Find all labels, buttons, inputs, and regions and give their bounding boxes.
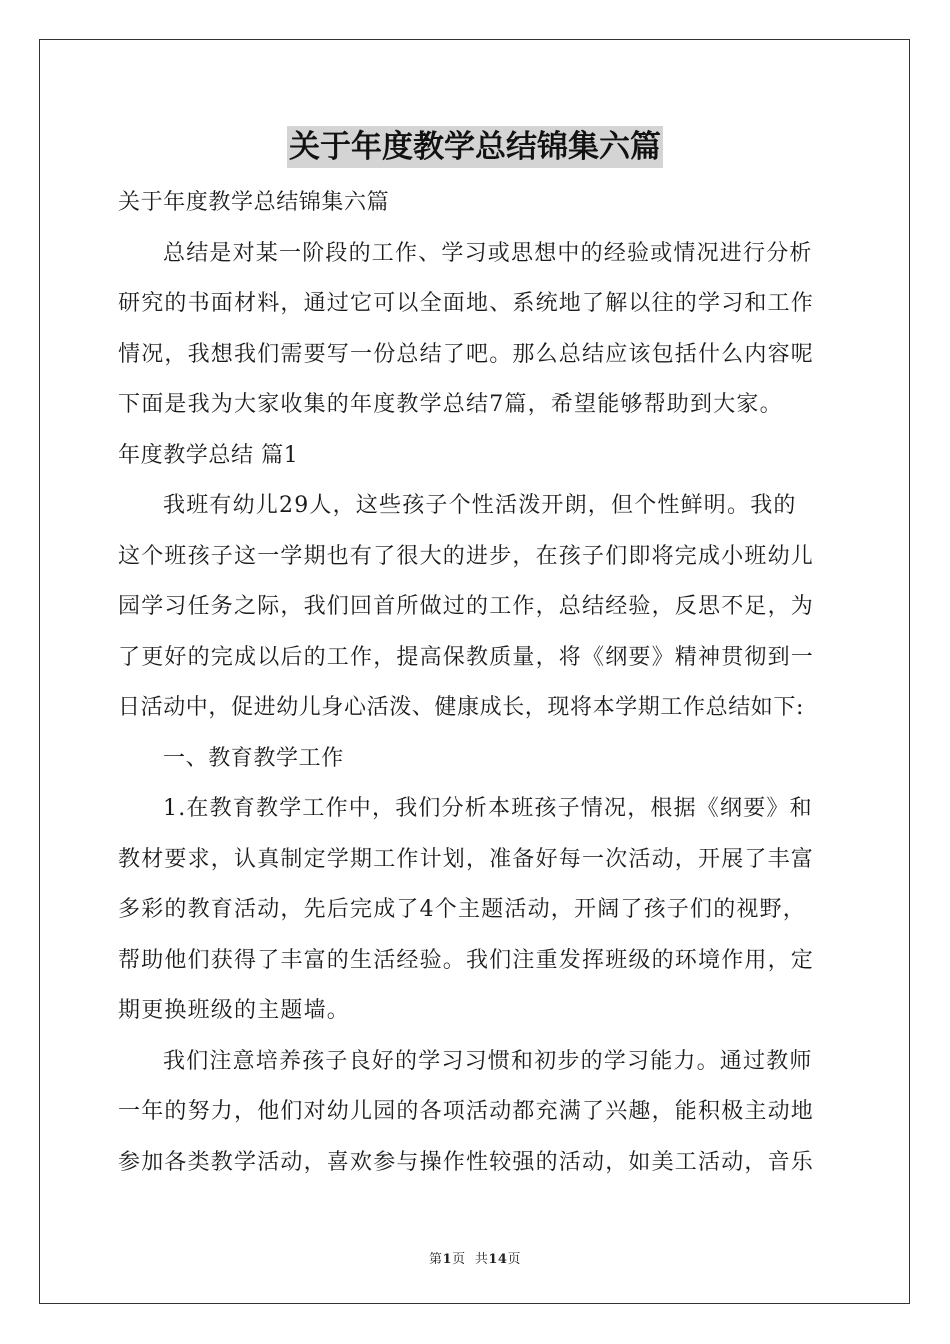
document-title: 关于年度教学总结锦集六篇 — [287, 126, 663, 168]
paragraph-line: 教材要求，认真制定学期工作计划，准备好每一次活动，开展了丰富 — [118, 846, 815, 872]
paragraph-line: 情况，我想我们需要写一份总结了吧。那么总结应该包括什么内容呢 — [118, 341, 815, 367]
footer-middle: 页 共 — [452, 1252, 489, 1267]
subtitle-line: 关于年度教学总结锦集六篇 — [118, 190, 390, 215]
document-body — [118, 178, 838, 1188]
paragraph-line: 日活动中，促进幼儿身心活泼、健康成长，现将本学期工作总结如下: — [118, 695, 805, 720]
paragraph-line: 多彩的教育活动，先后完成了4个主题活动，开阔了孩子们的视野， — [118, 897, 806, 922]
paragraph-line: 研究的书面材料，通过它可以全面地、系统地了解以往的学习和工作 — [118, 291, 815, 316]
paragraph-line: 这个班孩子这一学期也有了很大的进步，在孩子们即将完成小班幼儿 — [118, 543, 815, 569]
current-page-number: 1 — [442, 1252, 453, 1267]
title-container — [0, 126, 950, 168]
footer-prefix: 第 — [429, 1252, 443, 1267]
paragraph-line: 下面是我为大家收集的年度教学总结7篇，希望能够帮助到大家。 — [118, 392, 783, 417]
paragraph-line: 帮助他们获得了丰富的生活经验。我们注重发挥班级的环境作用，定 — [118, 947, 815, 973]
paragraph-line: 参加各类教学活动，喜欢参与操作性较强的活动，如美工活动，音乐 — [118, 1149, 815, 1175]
page-footer — [0, 1248, 950, 1267]
paragraph-line: 园学习任务之际，我们回首所做过的工作，总结经验，反思不足，为 — [118, 594, 815, 619]
paragraph-line: 一年的努力，他们对幼儿园的各项活动都充满了兴趣，能积极主动地 — [118, 1099, 815, 1124]
paragraph-line: 期更换班级的主题墙。 — [118, 998, 351, 1023]
paragraph-line: 了更好的完成以后的工作，提高保教质量，将《纲要》精神贯彻到一 — [118, 644, 815, 670]
paragraph-line: 我们注意培养孩子良好的学习习惯和初步的学习能力。通过教师 — [163, 1048, 813, 1074]
paragraph-line: 总结是对某一阶段的工作、学习或思想中的经验或情况进行分析 — [163, 240, 813, 266]
paragraph-line: 1.在教育教学工作中，我们分析本班孩子情况，根据《纲要》和 — [163, 796, 813, 821]
footer-suffix: 页 — [507, 1252, 521, 1267]
total-page-number: 14 — [488, 1252, 508, 1267]
subsection-heading: 一、教育教学工作 — [163, 745, 344, 771]
paragraph-line: 我班有幼儿29人，这些孩子个性活泼开朗，但个性鲜明。我的 — [163, 493, 797, 518]
section-heading: 年度教学总结 篇1 — [118, 442, 299, 468]
